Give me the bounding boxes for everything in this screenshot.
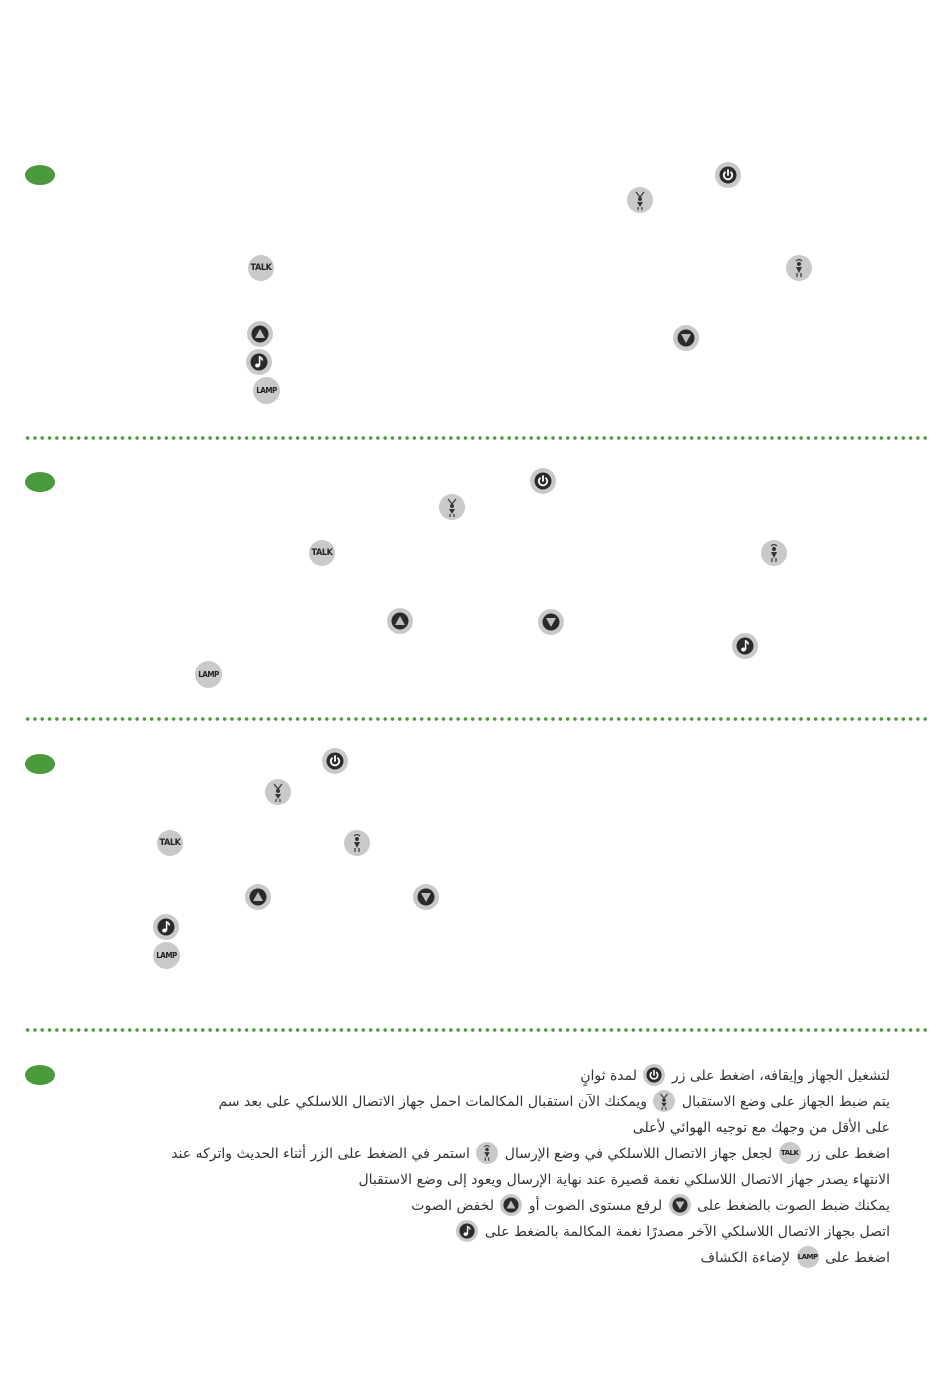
transmit-person-icon bbox=[344, 830, 370, 856]
receive-antenna-icon bbox=[439, 494, 465, 520]
instruction-line-receive bbox=[218, 1091, 890, 1113]
volume-down-icon bbox=[413, 884, 439, 910]
lamp-button-icon bbox=[797, 1246, 819, 1268]
line-text: يتم ضبط الجهاز على وضع الاستقبال bbox=[681, 1094, 890, 1110]
volume-up-icon bbox=[387, 608, 413, 634]
music-note-icon bbox=[732, 633, 758, 659]
talk-label: TALK bbox=[159, 838, 181, 848]
instruction-line-volume bbox=[411, 1195, 890, 1217]
talk-button-icon bbox=[779, 1142, 801, 1164]
transmit-person-icon bbox=[761, 540, 787, 566]
receive-antenna-icon bbox=[265, 779, 291, 805]
dotted-separator bbox=[24, 436, 928, 440]
line-text: لجعل جهاز الاتصال اللاسلكي في وضع الإرسال bbox=[504, 1146, 773, 1162]
lamp-label: LAMP bbox=[797, 1253, 818, 1261]
volume-down-icon bbox=[673, 325, 699, 351]
instruction-line-talk bbox=[171, 1143, 890, 1165]
line-text: اضغط على زر bbox=[807, 1146, 890, 1162]
language-marker-dot bbox=[25, 1065, 55, 1085]
receive-antenna-icon bbox=[627, 187, 653, 213]
transmit-person-icon bbox=[476, 1142, 498, 1164]
line-text: لرفع مستوى الصوت أو bbox=[528, 1198, 663, 1214]
lamp-label: LAMP bbox=[256, 386, 277, 395]
talk-button-icon bbox=[157, 830, 183, 856]
receive-antenna-icon bbox=[653, 1090, 675, 1112]
line-text: الانتهاء يصدر جهاز الاتصال اللاسلكي نغمة قصيرة عند نهاية الإرسال ويعود إلى وضع الاستقبال bbox=[358, 1172, 890, 1188]
dotted-separator bbox=[24, 1028, 928, 1032]
language-marker-dot bbox=[25, 165, 55, 185]
power-button-icon bbox=[715, 162, 741, 188]
line-text: يمكنك ضبط الصوت بالضغط على bbox=[697, 1198, 890, 1214]
instruction-line-call-tone bbox=[454, 1221, 890, 1243]
instruction-line-power bbox=[580, 1065, 890, 1087]
lamp-button-icon bbox=[195, 661, 222, 688]
language-marker-dot bbox=[25, 472, 55, 492]
instruction-line-end-transmit bbox=[358, 1169, 890, 1191]
line-text: ويمكنك الآن استقبال المكالمات احمل جهاز الاتصال اللاسلكي على بعد سم bbox=[218, 1094, 647, 1110]
volume-up-icon bbox=[500, 1194, 522, 1216]
lamp-label: LAMP bbox=[156, 951, 177, 960]
line-text: اضغط على bbox=[825, 1250, 890, 1266]
music-note-icon bbox=[246, 349, 272, 375]
power-button-icon bbox=[322, 748, 348, 774]
line-text: لتشغيل الجهاز وإيقافه، اضغط على زر bbox=[671, 1068, 890, 1084]
talk-button-icon bbox=[309, 540, 335, 566]
dotted-separator bbox=[24, 717, 928, 721]
line-text: استمر في الضغط على الزر أثناء الحديث واتركه عند bbox=[171, 1146, 470, 1162]
lamp-button-icon bbox=[153, 942, 180, 969]
line-text: على الأقل من وجهك مع توجيه الهوائي لأعلى bbox=[632, 1120, 890, 1136]
volume-up-icon bbox=[245, 884, 271, 910]
music-note-icon bbox=[153, 914, 179, 940]
lamp-label: LAMP bbox=[198, 670, 219, 679]
music-note-icon bbox=[456, 1220, 478, 1242]
instruction-line-antenna bbox=[633, 1117, 890, 1139]
talk-button-icon bbox=[248, 255, 274, 281]
line-text: لمدة ثوانٍ bbox=[580, 1068, 637, 1084]
lamp-button-icon bbox=[253, 377, 280, 404]
volume-up-icon bbox=[247, 321, 273, 347]
transmit-person-icon bbox=[786, 255, 812, 281]
talk-label: TALK bbox=[250, 263, 272, 273]
instruction-line-lamp bbox=[700, 1247, 890, 1269]
talk-label: TALK bbox=[780, 1149, 799, 1157]
power-icon bbox=[643, 1064, 665, 1086]
volume-down-icon bbox=[538, 609, 564, 635]
line-text: لخفض الصوت bbox=[411, 1198, 494, 1214]
talk-label: TALK bbox=[311, 548, 333, 558]
power-button-icon bbox=[530, 468, 556, 494]
line-text: لإضاءة الكشاف bbox=[700, 1250, 791, 1266]
volume-down-icon bbox=[669, 1194, 691, 1216]
line-text: اتصل بجهاز الاتصال اللاسلكي الآخر مصدرًا نغمة المكالمة بالضغط على bbox=[484, 1224, 890, 1240]
language-marker-dot bbox=[25, 754, 55, 774]
